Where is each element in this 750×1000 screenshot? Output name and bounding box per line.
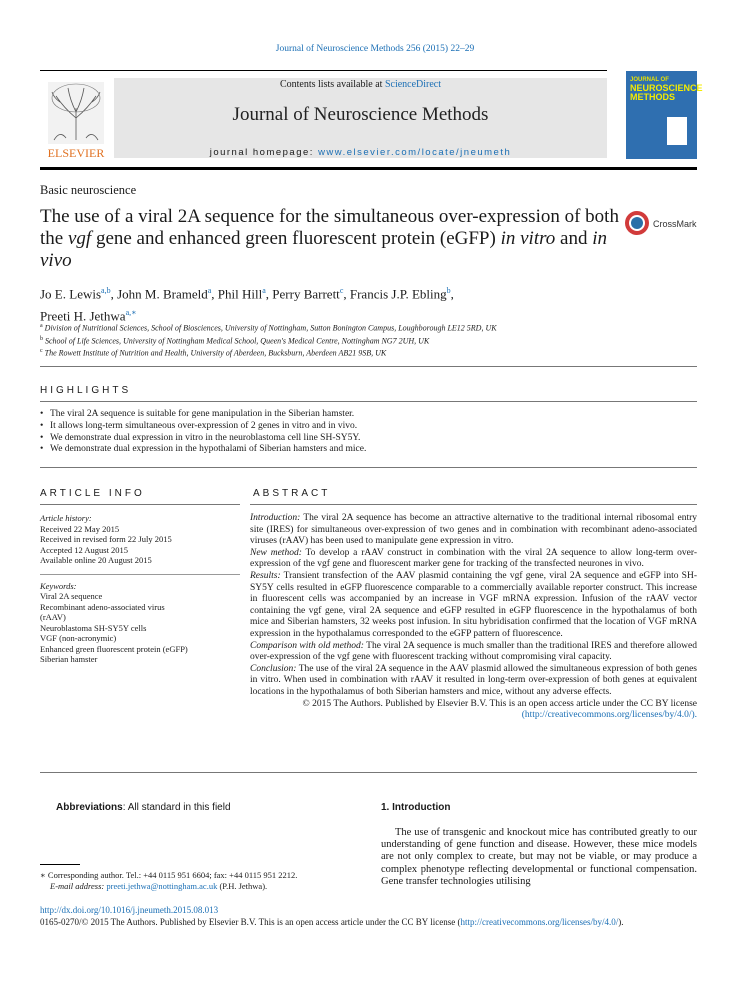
author: Francis J.P. Ebling	[349, 286, 447, 302]
author: Preeti H. Jethwa	[40, 308, 126, 324]
cover-line-2: NEUROSCIENCE METHODS	[630, 83, 703, 102]
affiliation: $^b$ School of Life Sciences, University of Nottingham Medical School, Queen's Medical Centre, Nottingham NG7 2UH, UK	[40, 335, 430, 346]
footnote: ∗ Corresponding author. Tel.: +44 0115 951 6604; fax: +44 0115 951 2212. E-mail address: preeti.jethwa@nottingham.ac.uk (P.H. Jethwa).	[40, 870, 360, 891]
license-link[interactable]: http://creativecommons.org/licenses/by/4.0/	[460, 917, 619, 927]
contents-prefix: Contents lists available at	[279, 79, 385, 90]
abbreviations: Abbreviations: All standard in this field	[56, 802, 231, 813]
homepage-link[interactable]: www.elsevier.com/locate/jneumeth	[318, 147, 512, 158]
history-item: Received in revised form 22 July 2015	[40, 534, 172, 544]
abstract-paragraph: Conclusion: The use of the viral 2A sequence in the AAV plasmid allowed the simultaneous expression of both genes in vitro. When used in combination with rAAV it resulted in long-term over-expression of both genes at equivalent locations in the hypothalamus of both Siberian hamsters and mice, without any adverse effects.	[250, 663, 697, 697]
corresponding-author: ∗ Corresponding author. Tel.: +44 0115 951 6604; fax: +44 0115 951 2212.	[40, 870, 298, 880]
cover-card	[667, 117, 687, 145]
divider	[40, 574, 240, 575]
license-link[interactable]: (http://creativecommons.org/licenses/by/4.0/).	[521, 710, 697, 721]
homepage-prefix: journal homepage:	[209, 147, 319, 158]
keyword: Neuroblastoma SH-SY5Y cells	[40, 622, 147, 633]
crossmark-badge[interactable]	[624, 209, 699, 239]
author-list: Jo E. Lewis$^{a,b}$, John M. Brameld$^a$, Phil Hill$^a$, Perry Barrett$^c$, Francis J.P. Ebling$^b$, Preeti H. Jethwa$^{a,∗}$	[40, 286, 454, 324]
divider	[250, 504, 697, 505]
elsevier-logo	[40, 78, 112, 160]
header-thick-rule	[40, 167, 697, 170]
keywords-label: Keywords:	[40, 580, 77, 591]
email-link[interactable]: preeti.jethwa@nottingham.ac.uk	[106, 880, 218, 891]
keyword: Siberian hamster	[40, 654, 98, 664]
author: John M. Brameld	[117, 286, 208, 302]
divider	[40, 366, 697, 367]
highlight-item: • It allows long-term simultaneous over-expression of 2 genes in vitro and in vivo.	[40, 421, 697, 433]
journal-homepage	[114, 147, 607, 158]
affiliation: $^a$ Division of Nutritional Sciences, School of Biosciences, University of Nottingham, Sutton Bonington Campus, Loughborough LE12 5RD, UK	[40, 323, 497, 333]
journal-citation[interactable]: Journal of Neuroscience Methods 256 (2015) 22–29	[275, 44, 475, 54]
highlight-item: • The viral 2A sequence is suitable for gene manipulation in the Siberian hamster.	[40, 409, 697, 421]
cover-line-1: JOURNAL OF	[630, 77, 669, 83]
author: Phil Hill	[217, 286, 263, 302]
keyword: VGF (non-acronymic)	[40, 633, 117, 643]
affiliations	[40, 321, 680, 359]
introduction-paragraph: The use of transgenic and knockout mice has contributed greatly to our understanding of gene function and disease. However, these mice models are not only complex to create, but may not be viable, or may produce a complex phenotype reflecting developmental or functional compensation. Gene transfer technologies utilising	[381, 827, 697, 887]
abstract-heading: ABSTRACT	[253, 488, 331, 499]
journal-cover-thumbnail	[626, 71, 703, 159]
crossmark-label: CrossMark	[653, 219, 697, 229]
history-item: Available online 20 August 2015	[40, 555, 152, 565]
header-rule	[40, 70, 607, 71]
author: Jo E. Lewis	[40, 286, 102, 302]
abstract-paragraph: Introduction: The viral 2A sequence has become an attractive alternative to the traditional internal ribosomal entry site (IRES) for simultaneous over-expression of two genes and in combination with recombinant adeno-associated viruses (rAAV) has been used to manipulate gene expression in vitro.	[250, 513, 697, 547]
history-item: Accepted 12 August 2015	[40, 544, 129, 555]
email-label: E-mail address:	[50, 880, 107, 891]
section-label: Basic neuroscience	[40, 183, 137, 197]
sciencedirect-link[interactable]: ScienceDirect	[384, 79, 442, 90]
divider	[40, 504, 240, 505]
history-item: Received 22 May 2015	[40, 523, 120, 534]
history-label: Article history:	[40, 513, 92, 523]
abstract-body	[250, 513, 697, 722]
highlights-list	[40, 409, 697, 456]
journal-title: Journal of Neuroscience Methods	[232, 104, 489, 125]
highlight-item: • We demonstrate dual expression in the hypothalami of Siberian hamsters and mice.	[40, 444, 697, 456]
keyword: Viral 2A sequence	[40, 591, 103, 601]
divider	[40, 467, 697, 468]
issn-line: 0165-0270/© 2015 The Authors. Published by Elsevier B.V. This is an open access article under the CC BY license (http://creativecommons.org/licenses/by/4.0/).	[40, 917, 624, 927]
abstract-paragraph: Results: Transient transfection of the AAV plasmid containing the vgf gene, viral 2A sequence and eGFP into SH-SY5Y cells resulted in eGFP fluorescence comparable to a commercially available reporter construct. This increase in fluorescent cells was accompanied by an increase in VGF mRNA expression. Infusion of the rAAV vector containing the vgf gene, viral 2A sequence and eGFP resulted in eGFP fluorescence in the hypothalamus of both mice and Siberian hamsters, 32 weeks post infusion. In situ hybridisation confirmed that the location of VGF mRNA expression in the hypothalamus corresponded to the eGFP pattern of fluorescence.	[250, 570, 697, 639]
keyword: Recombinant adeno-associated virus	[40, 601, 165, 612]
abstract-paragraph: New method: To develop a rAAV construct in combination with the viral 2A sequence to allow long-term over-expression of the vgf gene and fluorescent marker gene for tracking of the transfected neurones in vivo.	[250, 547, 697, 570]
divider	[40, 401, 697, 402]
keyword: Enhanced green fluorescent protein (eGFP)	[40, 643, 188, 654]
article-title: The use of a viral 2A sequence for the simultaneous over-expression of both the vgf gene and enhanced green fluorescent protein (eGFP) in vitro and in vivo	[40, 206, 619, 271]
copyright-line: © 2015 The Authors. Published by Elsevier B.V. This is an open access article under the CC BY license (http://creativecommons.org/licenses/by/4.0/).	[302, 698, 697, 721]
author: Perry Barrett	[272, 286, 340, 302]
keyword: (rAAV)	[40, 612, 66, 622]
highlight-item: • We demonstrate dual expression in vitro in the neuroblastoma cell line SH-SY5Y.	[40, 433, 697, 445]
elsevier-wordmark: ELSEVIER	[47, 146, 105, 160]
divider	[40, 772, 697, 773]
doi-link[interactable]: http://dx.doi.org/10.1016/j.jneumeth.2015.08.013	[40, 905, 219, 915]
affiliation: $^c$ The Rowett Institute of Nutrition and Health, University of Aberdeen, Bucksburn, Aberdeen AB21 9SB, UK	[40, 348, 387, 358]
contents-line	[114, 79, 607, 90]
abstract-paragraph: Comparison with old method: The viral 2A sequence is much smaller than the traditional IRES and therefore allowed over-expression of the vgf gene with fluorescent tracking without compromising viral capacity.	[250, 640, 697, 663]
article-info	[40, 513, 240, 665]
section-heading-introduction: 1. Introduction	[381, 802, 451, 813]
article-info-heading: ARTICLE INFO	[40, 488, 145, 499]
highlights-heading: HIGHLIGHTS	[40, 385, 132, 396]
footnote-rule	[40, 864, 80, 865]
